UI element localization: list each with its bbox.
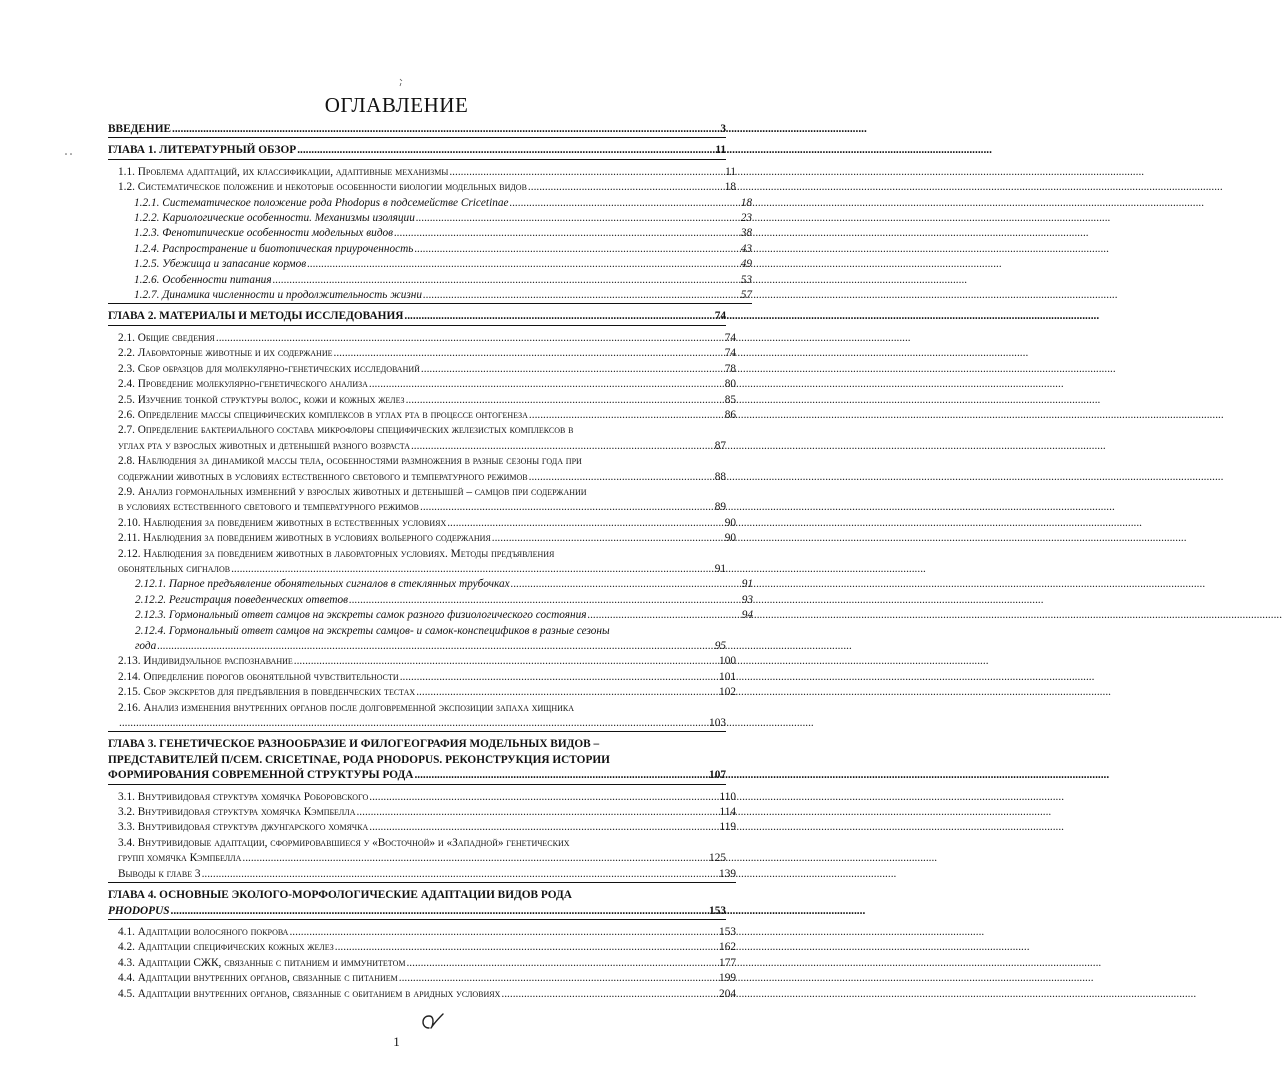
toc-section-2-14[interactable] [108, 670, 736, 685]
toc-section-1-2[interactable] [108, 180, 736, 195]
toc-section-4-1[interactable] [108, 925, 736, 940]
toc-section-1-2-1[interactable] [108, 196, 752, 211]
toc-page-number: 91 [714, 562, 726, 575]
toc-page-number: 110 [719, 790, 736, 803]
toc-entry-title-cont: года [135, 640, 157, 652]
toc-page-number: 86 [724, 408, 736, 421]
toc-section-4-3[interactable] [108, 956, 736, 971]
toc-section-2-9[interactable] [108, 485, 726, 516]
toc-section-2-2[interactable] [108, 346, 736, 361]
toc-chapter-4[interactable] [108, 888, 726, 920]
handwritten-initial-mark [417, 1008, 451, 1034]
toc-page-number: 74 [714, 310, 726, 323]
toc-section-4-5[interactable] [108, 987, 736, 1002]
toc-entry-introduction[interactable] [108, 122, 726, 138]
toc-entry-title: 1.2.7. Динамика численности и продолжительность жизни [134, 289, 423, 302]
toc-page-number: 87 [714, 439, 726, 452]
toc-entry-title-cont: ПРЕДСТАВИТЕЛЕЙ П/СЕМ. CRICETINAE, РОДА PHODOPUS. РЕКОНСТРУКЦИЯ ИСТОРИИ [108, 753, 610, 766]
toc-section-3-2[interactable] [108, 805, 736, 820]
toc-chapter-3-conclusions[interactable] [108, 867, 736, 883]
toc-page-number: 204 [719, 987, 736, 1000]
toc-section-3-4[interactable] [108, 836, 726, 867]
toc-page-number: 3 [720, 123, 726, 135]
toc-page-number: 162 [719, 941, 736, 954]
toc-entry-title: 1.2.2. Кариологические особенности. Механизмы изоляции [134, 212, 415, 225]
toc-section-2-3[interactable] [108, 362, 736, 377]
toc-entry-title-cont: групп хомячка Кэмпбелла [118, 852, 242, 865]
toc-page-number: 102 [719, 686, 736, 699]
toc-section-1-2-3[interactable] [108, 226, 752, 241]
toc-section-1-2-6[interactable] [108, 273, 752, 288]
toc-entry-title: 2.14. Определение порогов обонятельной чувствительности [118, 670, 399, 683]
toc-page-number: 199 [719, 972, 736, 985]
toc-page-number: 107 [709, 769, 726, 782]
toc-entry-title: Выводы к главе 3 [118, 867, 201, 880]
toc-entry-title: 2.13. Индивидуальное распознавание [118, 655, 293, 668]
toc-section-2-12-3[interactable] [108, 608, 753, 623]
toc-section-2-1[interactable] [108, 331, 736, 346]
toc-entry-title: 1.2.5. Убежища и запасание кормов [134, 258, 307, 271]
toc-page-number: 18 [724, 181, 736, 194]
toc-entry-title: 2.3. Сбор образцов для молекулярно-генетических исследований [118, 362, 420, 375]
toc-chapter-3[interactable] [108, 737, 726, 784]
toc-section-2-13[interactable] [108, 654, 736, 669]
toc-page-number: 53 [740, 273, 752, 286]
toc-entry-title: 1.2.1. Систематическое положение рода Phodopus в подсемействе Cricetinae [134, 196, 509, 209]
toc-page-number: 103 [709, 717, 726, 730]
toc-entry-title: 2.4. Проведение молекулярно-генетического анализа [118, 378, 368, 391]
toc-entry-title: 3.1. Внутривидовая структура хомячка Роборовского [118, 790, 369, 803]
toc-page-number: 89 [714, 501, 726, 514]
toc-entry-title: 3.2. Внутривидовая структура хомячка Кэмпбелла [118, 806, 356, 819]
toc-entry-title: ГЛАВА 1. ЛИТЕРАТУРНЫЙ ОБЗОР [108, 144, 297, 157]
toc-entry-title: 4.1. Адаптации волосяного покрова [118, 925, 289, 938]
toc-entry-title: 2.2. Лабораторные животные и их содержание [118, 347, 333, 360]
toc-chapter-1[interactable] [108, 143, 726, 159]
toc-entry-title: ВВЕДЕНИЕ [108, 123, 172, 135]
toc-page-number: 78 [724, 362, 736, 375]
toc-entry-title: 2.12.4. Гормональный ответ самцов на экскреты самцов- и самок-конспецификов в разные сезоны [135, 624, 610, 637]
toc-entry-title-cont: PHODOPUS [108, 904, 170, 917]
toc-page-number: 74 [724, 347, 736, 360]
toc-page-number: 57 [740, 289, 752, 302]
toc-entry-title: 1.2.3. Фенотипические особенности модельных видов [134, 227, 394, 240]
toc-page-number: 18 [740, 196, 752, 209]
toc-entry-title: 1.2.4. Распространение и биотопическая приуроченность [134, 242, 414, 255]
scan-speck [64, 152, 74, 156]
toc-page-number: 43 [740, 242, 752, 255]
toc-entry-title: 4.5. Адаптации внутренних органов, связанные с обитанием в аридных условиях [118, 987, 501, 1000]
toc-page-number: 95 [714, 640, 726, 652]
toc-page-number: 153 [719, 925, 736, 938]
toc-page-number: 11 [725, 165, 736, 178]
toc-entry-title: 3.4. Внутривидовые адаптации, сформировавшиеся у «Восточной» и «Западной» генетических [118, 836, 570, 849]
toc-entry-title-cont: в условиях естественного светового и температурного режимов [118, 501, 420, 514]
toc-section-1-2-4[interactable] [108, 242, 752, 257]
table-of-contents [108, 122, 753, 1002]
toc-page-number: 49 [740, 258, 752, 271]
toc-entry-title: ГЛАВА 2. МАТЕРИАЛЫ И МЕТОДЫ ИССЛЕДОВАНИЯ [108, 310, 404, 323]
toc-entry-title: 2.9. Анализ гормональных изменений у взрослых животных и детенышей – самцов при содержании [118, 485, 587, 498]
toc-section-2-12-4[interactable] [108, 624, 726, 655]
toc-entry-title: 4.4. Адаптации внутренних органов, связанные с питанием [118, 972, 398, 985]
toc-page-number: 88 [714, 470, 726, 483]
toc-entry-title-cont: обонятельных сигналов [118, 562, 231, 575]
toc-section-1-2-2[interactable] [108, 211, 752, 226]
toc-section-2-12-1[interactable] [108, 577, 753, 592]
toc-page-number: 90 [724, 516, 736, 529]
toc-section-2-5[interactable] [108, 393, 736, 408]
page-title: ОГЛАВЛЕНИЕ [324, 93, 469, 117]
toc-section-2-10[interactable] [108, 516, 736, 531]
toc-section-4-4[interactable] [108, 971, 736, 986]
toc-entry-title: 2.12. Наблюдения за поведением животных в лабораторных условиях. Методы предъявления [118, 547, 555, 560]
toc-page-number: 100 [719, 655, 736, 668]
toc-page-number: 177 [719, 956, 736, 969]
toc-section-2-12-2[interactable] [108, 593, 753, 608]
toc-entry-title: 1.2.6. Особенности питания [134, 273, 272, 286]
toc-entry-title: 2.10. Наблюдения за поведением животных в естественных условиях [118, 516, 447, 529]
toc-entry-title: 2.11. Наблюдения за поведением животных в условиях вольерного содержания [118, 532, 491, 545]
scan-speck [398, 78, 404, 88]
toc-page-number: 139 [719, 867, 736, 880]
toc-section-4-2[interactable] [108, 940, 736, 955]
toc-page-number: 94 [741, 609, 753, 622]
toc-entry-title: 2.1. Общие сведения [118, 331, 215, 344]
toc-entry-title: ГЛАВА 3. ГЕНЕТИЧЕСКОЕ РАЗНООБРАЗИЕ И ФИЛОГЕОГРАФИЯ МОДЕЛЬНЫХ ВИДОВ – [108, 738, 600, 751]
toc-entry-title: 3.3. Внутривидовая структура джунгарского хомячка [118, 821, 369, 834]
toc-entry-title: 1.2. Систематическое положение и некоторые особенности биологии модельных видов [118, 181, 527, 194]
toc-section-2-7[interactable] [108, 423, 726, 454]
toc-entry-title: 2.12.3. Гормональный ответ самцов на экскреты самок разного физиологического состояния [135, 609, 587, 622]
toc-section-2-8[interactable] [108, 454, 726, 485]
toc-entry-title: 4.3. Адаптации СЖК, связанные с питанием и иммунитетом [118, 956, 406, 969]
toc-entry-title: 2.6. Определение массы специфических комплексов в углах рта в процессе онтогенеза [118, 408, 528, 421]
toc-section-2-6[interactable] [108, 408, 736, 423]
toc-entry-title: 2.5. Изучение тонкой структуры волос, кожи и кожных желез [118, 393, 405, 406]
toc-entry-title: 2.16. Анализ изменения внутренних органов после долговременной экспозиции запаха хищника [118, 701, 574, 714]
toc-section-2-12[interactable] [108, 547, 726, 578]
toc-section-3-3[interactable] [108, 820, 736, 835]
toc-page-number: 93 [741, 593, 753, 606]
toc-page-number: 85 [724, 393, 736, 406]
toc-section-2-16[interactable] [108, 701, 726, 733]
toc-entry-title: 2.15. Сбор экскретов для предъявления в поведенческих тестах [118, 686, 416, 699]
toc-page-number: 125 [709, 852, 726, 865]
toc-page-number: 11 [715, 144, 726, 157]
toc-entry-title: 2.12.2. Регистрация поведенческих ответов [135, 593, 349, 606]
toc-section-1-2-5[interactable] [108, 257, 752, 272]
toc-page-number: 114 [719, 806, 736, 819]
toc-entry-title: 2.8. Наблюдения за динамикой массы тела, особенностями размножения в разные сезоны года при [118, 455, 582, 468]
toc-section-3-1[interactable] [108, 790, 736, 805]
toc-section-1-1[interactable] [108, 165, 736, 180]
toc-page-number: 91 [741, 578, 753, 591]
toc-page-number: 90 [724, 532, 736, 545]
toc-section-2-4[interactable] [108, 377, 736, 392]
toc-section-2-11[interactable] [108, 531, 736, 546]
toc-chapter-2[interactable] [108, 309, 726, 325]
toc-entry-title: ГЛАВА 4. ОСНОВНЫЕ ЭКОЛОГО-МОРФОЛОГИЧЕСКИЕ АДАПТАЦИИ ВИДОВ РОДА [108, 889, 572, 902]
toc-page-number: 74 [724, 331, 736, 344]
toc-section-1-2-7[interactable] [108, 288, 752, 304]
toc-entry-title: 1.1. Проблема адаптаций, их классификации, адаптивные механизмы [118, 165, 449, 178]
toc-section-2-15[interactable] [108, 685, 736, 700]
toc-page-number: 101 [719, 670, 736, 683]
toc-page-number: 80 [724, 378, 736, 391]
toc-page-number: 23 [740, 212, 752, 225]
toc-entry-title-cont: углах рта у взрослых животных и детенышей разного возраста [118, 439, 410, 452]
toc-page-number: 119 [719, 821, 736, 834]
toc-page-number: 153 [709, 904, 726, 917]
toc-entry-title: 4.2. Адаптации специфических кожных желез [118, 941, 334, 954]
toc-entry-title: 2.12.1. Парное предъявление обонятельных сигналов в стеклянных трубочках [135, 578, 510, 591]
toc-page-number: 38 [740, 227, 752, 240]
toc-entry-title-cont: ФОРМИРОВАНИЯ СОВРЕМЕННОЙ СТРУКТУРЫ РОДА [108, 769, 414, 782]
toc-entry-title: 2.7. Определение бактериального состава микрофлоры специфических железистых комплексов в [118, 424, 574, 437]
page-number: 1 [393, 1034, 400, 1049]
toc-entry-title-cont: содержании животных в условиях естественного светового и температурного режимов [118, 470, 528, 483]
